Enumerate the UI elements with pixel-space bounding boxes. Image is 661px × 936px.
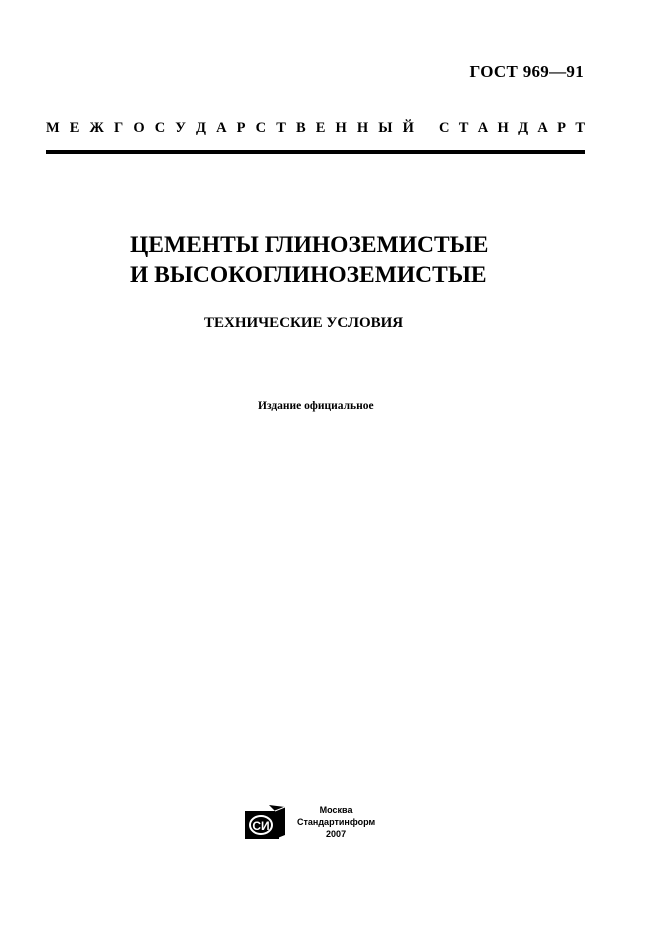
standard-type-line xyxy=(46,120,585,137)
logo-letters: СИ xyxy=(252,819,270,833)
publisher-block xyxy=(245,804,375,840)
document-title-line-1: ЦЕМЕНТЫ ГЛИНОЗЕМИСТЫЕ xyxy=(130,232,489,258)
standard-type-word-interstate: М Е Ж Г О С У Д А Р С Т В Е Н Н Ы Й xyxy=(46,120,414,136)
document-title xyxy=(130,230,488,290)
gost-number: ГОСТ 969—91 xyxy=(469,62,584,81)
edition-note: Издание официальное xyxy=(258,400,374,412)
standartinform-logo-icon xyxy=(245,805,285,839)
publisher-city: Москва xyxy=(319,805,353,815)
publisher-name: Стандартинформ xyxy=(297,817,376,827)
document-title-line-2: И ВЫСОКОГЛИНОЗЕМИСТЫЕ xyxy=(130,262,487,288)
document-subtitle: ТЕХНИЧЕСКИЕ УСЛОВИЯ xyxy=(204,315,404,331)
publisher-year: 2007 xyxy=(326,829,347,839)
header-rule xyxy=(46,150,585,154)
publisher-text xyxy=(297,804,375,840)
standard-type-word-standard: С Т А Н Д А Р Т xyxy=(439,120,585,136)
